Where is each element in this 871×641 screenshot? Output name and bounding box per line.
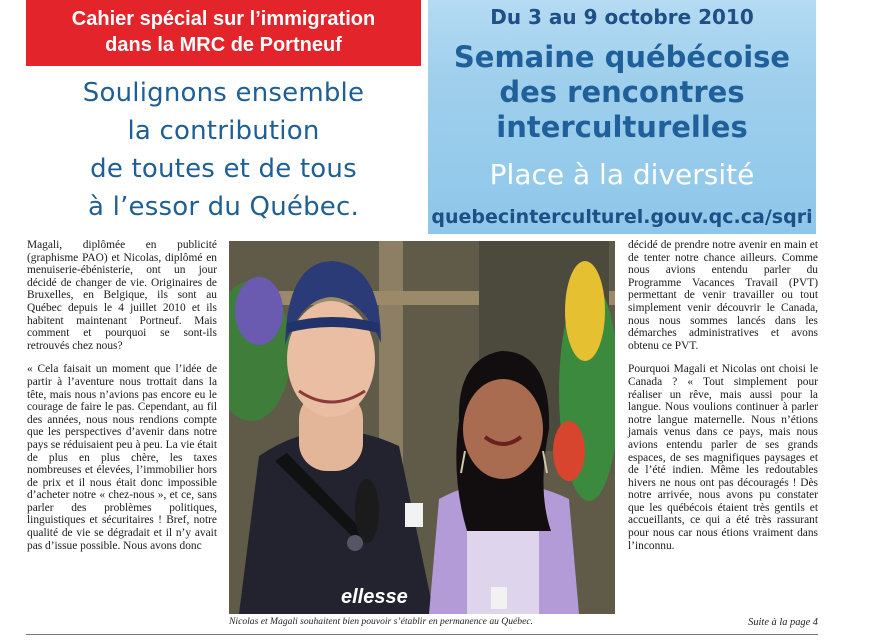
- continued-link[interactable]: Suite à la page 4: [748, 617, 818, 628]
- ad-title-line-3: interculturelles: [496, 110, 748, 144]
- article-paragraph: Magali, diplômée en publicité (graphisme PAO) et Nicolas, diplômé en menuiserie-ébénisterie, ont un jour décidé de changer de vie. Originaires de Bruxelles, en Belgique, ils sont au Québec depuis le 4 juillet 2010 et ils habitent maintenant Portneuf. Mais comment et pourquoi se sont-ils retrouvés chez nous?: [27, 239, 217, 352]
- ad-dates: Du 3 au 9 octobre 2010: [490, 5, 754, 29]
- ad-title-line-1: Semaine québécoise: [453, 40, 791, 74]
- article-paragraph: décidé de prendre notre avenir en main et de tenter notre chance ailleurs. Comme nous avions entendu parler du Programme Vacances Travail (PVT) permettant de venir travailler ou tout simplement venir découvrir le Canada, nous nous sommes lancés dans les démarches administratives et avons obtenu ce PVT.: [628, 239, 818, 352]
- headline: [26, 74, 421, 226]
- headline-line-3: de toutes et de tous: [90, 154, 357, 184]
- banner-line-1: Cahier spécial sur l’immigration: [71, 8, 376, 30]
- banner-line-2: dans la MRC de Portneuf: [105, 34, 342, 56]
- article-paragraph: « Cela faisait un moment que l’idée de partir à l’aventure nous trottait dans la tête, mais nous n’avions pas encore eu le courage de faire le pas. Cependant, au fil des années, nous nous rendions compte que les perspectives d’avenir dans notre pays se réduisaient peu à peu. La vie était de plus en plus chère, les taxes nombreuses et élevées, l’immobilier hors de prix et il nous était donc impossible d’acheter notre « chez-nous », et ce, sans parler des problèmes politiques, linguistiques et sécuritaires ! Bref, notre qualité de vie se dégradait et il n’y avait pas d’issue possible. Nous avons donc: [27, 363, 217, 552]
- headline-line-2: la contribution: [127, 116, 320, 146]
- photo-illustration: [229, 241, 615, 614]
- article-column-left: [27, 239, 217, 563]
- article-paragraph: Pourquoi Magali et Nicolas ont choisi le Canada ? « Tout simplement pour réaliser un rêve, mais aussi pour la langue. Nous voulions continuer à parler notre langue maternelle. Nous n’étions jamais venus dans ce pays, mais nous avions entendu parler de ses grands espaces, de ses magnifiques paysages et de l’été indien. Même les redoutables hivers ne nous ont pas découragés ! Dès notre arrivée, nous avons pu constater que les québécois étaient très gentils et accueillants, ce qui a été très rassurant pour nous car nous étions vraiment dans l’inconnu.: [628, 363, 818, 552]
- photo-caption: Nicolas et Magali souhaitent bien pouvoir s’établir en permanence au Québec.: [229, 616, 534, 627]
- section-banner: [26, 0, 421, 66]
- advertisement: [428, 0, 816, 234]
- headline-line-1: Soulignons ensemble: [82, 78, 365, 108]
- shirt-logo-text: ellesse: [341, 586, 408, 608]
- headline-line-4: à l’essor du Québec.: [88, 192, 359, 222]
- ad-tagline: Place à la diversité: [489, 158, 755, 191]
- couple-photo: [229, 241, 615, 614]
- ad-url: quebecinterculturel.gouv.qc.ca/sqri: [431, 206, 813, 228]
- ad-title-line-2: des rencontres: [499, 75, 745, 109]
- page-divider: [26, 634, 818, 635]
- ad-title: [428, 40, 816, 145]
- article-column-right: [628, 239, 818, 563]
